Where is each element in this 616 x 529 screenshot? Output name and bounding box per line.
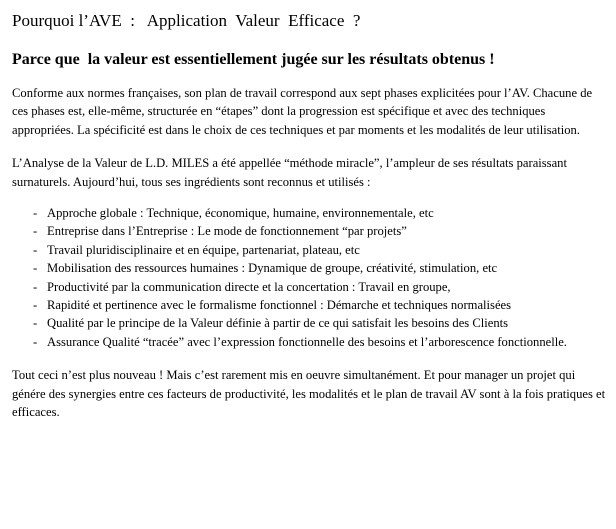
conclusion-paragraph: Tout ceci n’est plus nouveau ! Mais c’est rarement mis en oeuvre simultanément. Et pour manager un projet qui génére des synergies entre ces facteurs de productivité, les modalités et le plan de travail AV sont à la fois pratiques et efficaces. <box>12 368 606 420</box>
bullet-marker: - <box>33 334 38 349</box>
list-item-text: Approche globale : Technique, économique, humaine, environnementale, etc <box>47 206 434 221</box>
list-item <box>12 204 612 222</box>
list-item-text: Travail pluridisciplinaire et en équipe, partenariat, plateau, etc <box>47 242 360 257</box>
list-item <box>12 314 612 332</box>
bullet-marker: - <box>33 224 38 239</box>
list-item-text: Productivité par la communication directe et la concertation : Travail en groupe, <box>47 279 451 294</box>
ingredients-list <box>12 204 612 351</box>
document-page <box>12 10 612 422</box>
list-item <box>12 259 612 277</box>
bullet-marker: - <box>33 206 38 221</box>
list-item <box>12 333 612 351</box>
list-item <box>12 296 612 314</box>
list-item <box>12 222 612 240</box>
list-item-text: Entreprise dans l’Entreprise : Le mode de fonctionnement “par projets” <box>47 224 407 239</box>
list-item-text: Qualité par le principe de la Valeur définie à partir de ce qui satisfait les besoins des Clients <box>47 316 509 331</box>
list-item-text: Mobilisation des ressources humaines : Dynamique de groupe, créativité, stimulation, etc <box>47 261 498 276</box>
intro-paragraph: Conforme aux normes françaises, son plan de travail correspond aux sept phases explicitées pour l’AV. Chacune de ces phases est, elle-même, structurée en “étapes” dont la progression est spécifique et avec des techniques appropriées. La spécificité est dans le choix de ces techniques et par moments et les modalités de leur utilisation. <box>12 86 593 137</box>
bullet-marker: - <box>33 316 38 331</box>
list-item-text: Rapidité et pertinence avec le formalisme fonctionnel : Démarche et techniques normalisées <box>47 298 512 313</box>
list-item-text: Assurance Qualité “tracée” avec l’expression fonctionnelle des besoins et l’arborescence fonctionnelle. <box>47 334 567 349</box>
bullet-marker: - <box>33 242 38 257</box>
bullet-marker: - <box>33 261 38 276</box>
list-item <box>12 241 612 259</box>
page-title: Pourquoi l’AVE : Application Valeur Efficace ? <box>12 11 361 30</box>
miles-paragraph: L’Analyse de la Valeur de L.D. MILES a été appellée “méthode miracle”, l’ampleur de ses résultats paraissant surnaturels. Aujourd’hui, tous ses ingrédients sont reconnus et utilisés : <box>12 156 567 189</box>
bullet-marker: - <box>33 298 38 313</box>
bullet-marker: - <box>33 279 38 294</box>
page-subtitle: Parce que la valeur est essentiellement jugée sur les résultats obtenus ! <box>12 51 495 68</box>
list-item <box>12 278 612 296</box>
